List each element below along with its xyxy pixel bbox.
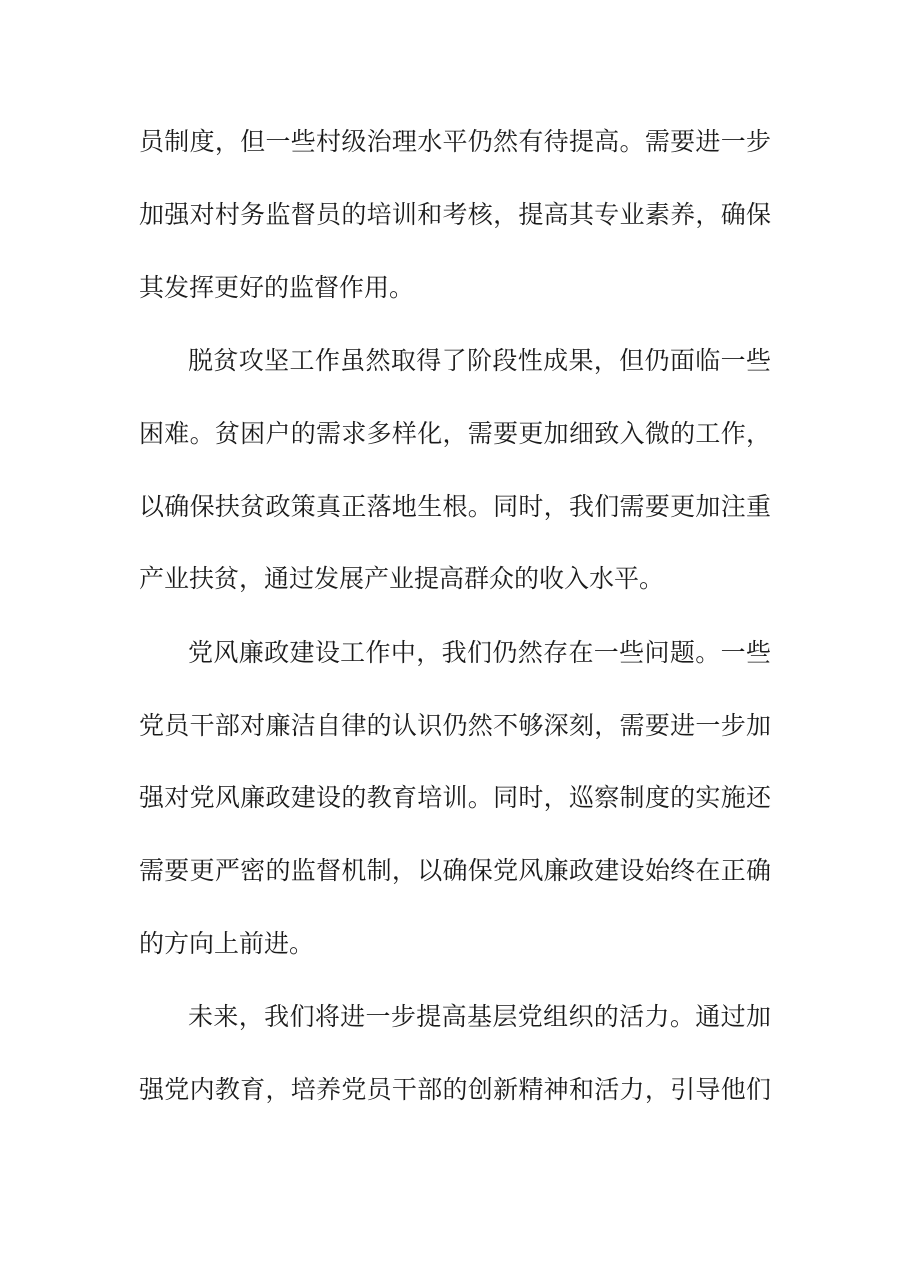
paragraph-1-line-3: 其发挥更好的监督作用。 — [139, 273, 415, 302]
paragraph-4-line-2: 强党内教育，培养党员干部的创新精神和活力，引导他们 — [139, 1075, 771, 1104]
paragraph-2-line-2: 困难。贫困户的需求多样化，需要更加细致入微的工作， — [139, 419, 771, 448]
paragraph-3-line-4: 需要更严密的监督机制，以确保党风廉政建设始终在正确 — [139, 856, 771, 885]
paragraph-4-line-1: 未来，我们将进一步提高基层党组织的活力。通过加 — [188, 1002, 771, 1031]
paragraph-3-line-3: 强对党风廉政建设的教育培训。同时，巡察制度的实施还 — [139, 783, 771, 812]
paragraph-1-line-1: 员制度，但一些村级治理水平仍然有待提高。需要进一步 — [139, 127, 771, 156]
paragraph-2-line-4: 产业扶贫，通过发展产业提高群众的收入水平。 — [139, 564, 665, 593]
paragraph-2-line-1: 脱贫攻坚工作虽然取得了阶段性成果，但仍面临一些 — [188, 346, 771, 375]
paragraph-3-line-2: 党员干部对廉洁自律的认识仍然不够深刻，需要进一步加 — [139, 711, 771, 740]
paragraph-3-line-1: 党风廉政建设工作中，我们仍然存在一些问题。一些 — [188, 638, 771, 667]
paragraph-3-line-5: 的方向上前进。 — [139, 929, 315, 958]
paragraph-2-line-3: 以确保扶贫政策真正落地生根。同时，我们需要更加注重 — [139, 492, 771, 521]
paragraph-1-line-2: 加强对村务监督员的培训和考核，提高其专业素养，确保 — [139, 200, 771, 229]
